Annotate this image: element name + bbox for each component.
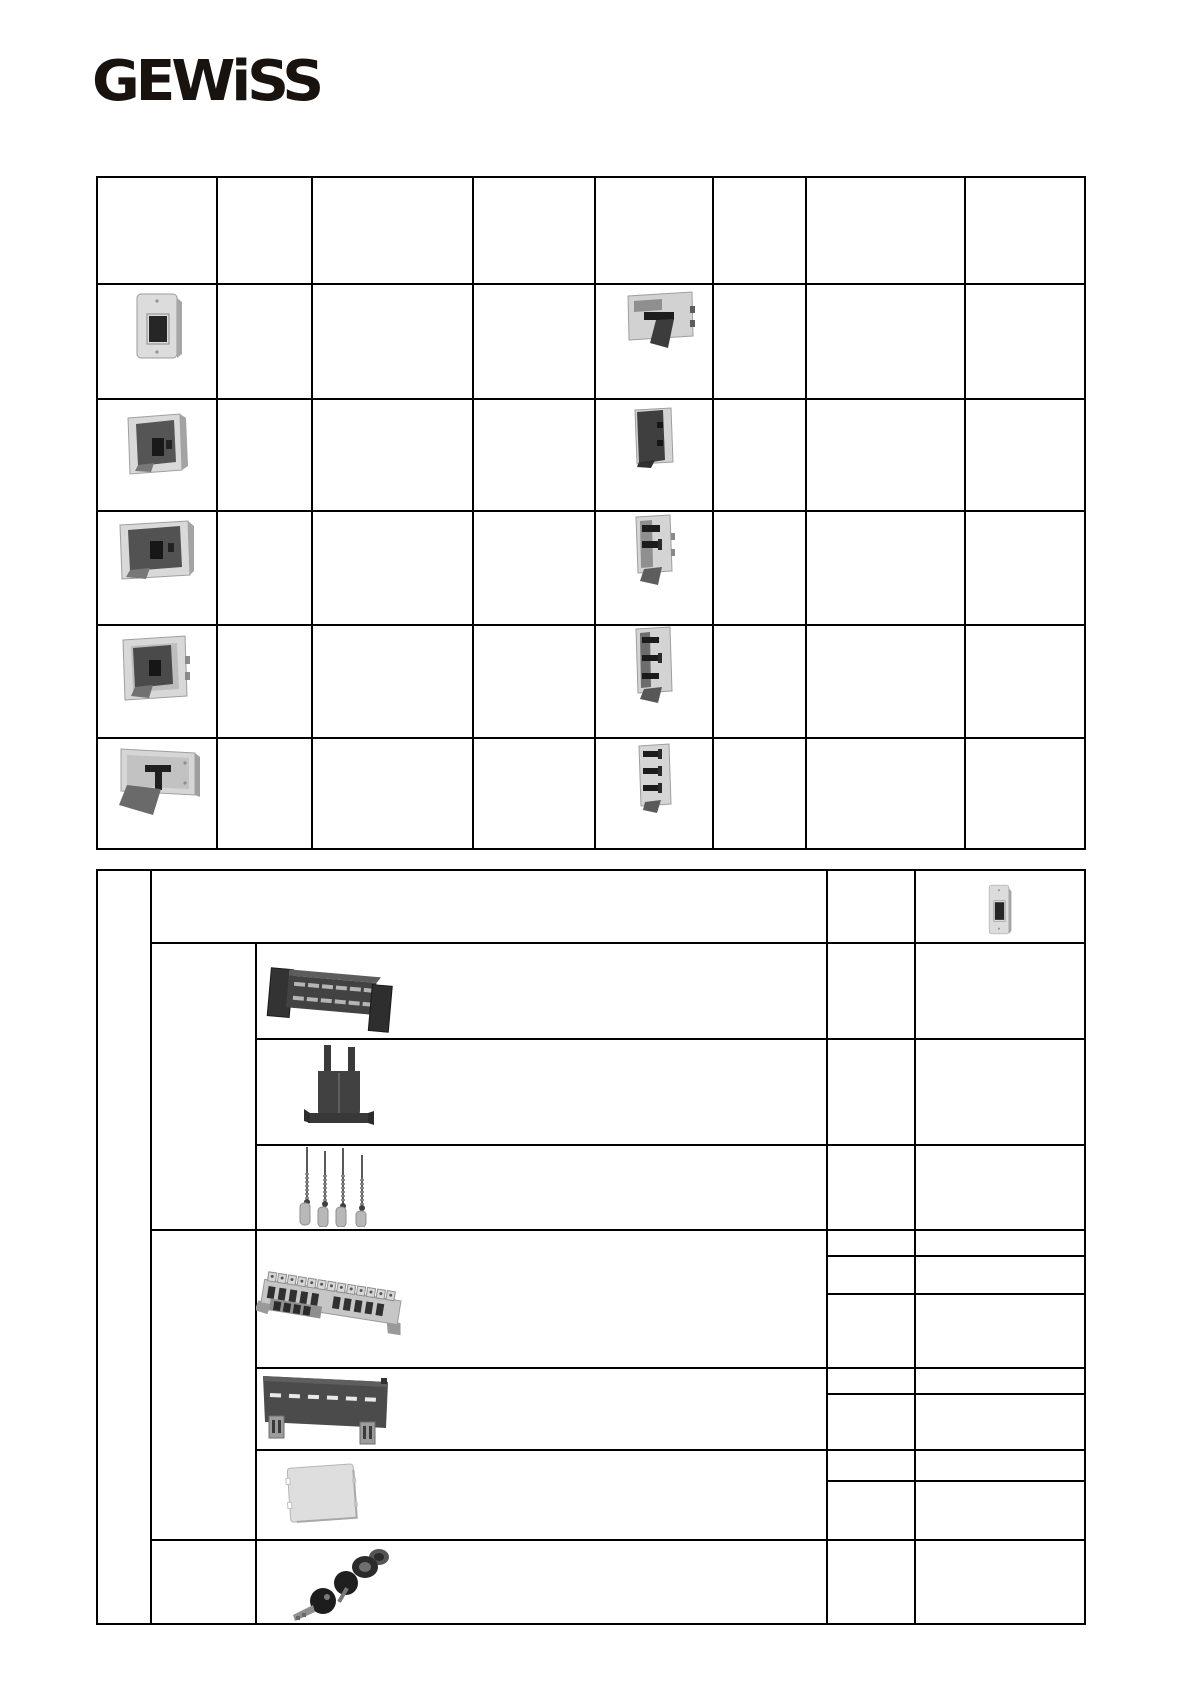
grid-line [150, 871, 152, 1623]
accessory-photo-terminal-strip [256, 1266, 406, 1351]
distribution-panel-vertical-image [629, 404, 678, 468]
grid-line [826, 871, 828, 1623]
product-photo-panel-horizontal [622, 288, 698, 354]
product-photo-flush-enclosure-small [133, 292, 185, 362]
distribution-panel-three-rails-vertical-image [633, 742, 677, 814]
product-photo-flush-enclosure-wide [116, 517, 198, 585]
grid-line [150, 1539, 1084, 1541]
busbar-support-image [263, 959, 398, 1037]
accessory-photo-enclosure-thumbnail [986, 883, 1013, 937]
accessory-photo-bracket [302, 1043, 376, 1133]
product-photo-panel-three-rails-vertical [633, 742, 677, 814]
grid-line [255, 1449, 1084, 1451]
product-photo-panel-vertical [629, 404, 678, 468]
flush-enclosure-widest-image [115, 745, 203, 819]
grid-line [98, 510, 1084, 512]
distribution-panel-three-rails-image [629, 625, 679, 704]
gewiss-logo-text: GEWiSS [92, 49, 321, 114]
grid-line [805, 178, 807, 848]
din-cover-panel-image [260, 1368, 392, 1446]
accessory-photo-screws [296, 1145, 374, 1227]
enclosure-selection-table [96, 176, 1086, 850]
grid-line [150, 942, 1084, 944]
flush-enclosure-wide-image [116, 517, 198, 585]
accessory-photo-blank-plate [281, 1456, 365, 1532]
flush-enclosure-thumbnail-image [986, 883, 1013, 937]
grid-line [826, 1480, 1084, 1482]
grid-line [826, 1255, 1084, 1257]
flush-enclosure-wider-image [119, 632, 197, 709]
grid-line [914, 871, 916, 1623]
distribution-panel-horizontal-image [622, 288, 698, 354]
accessory-photo-din-panel [260, 1368, 392, 1446]
terminal-block-strip-image [256, 1266, 406, 1351]
accessory-photo-lock-keys [291, 1543, 393, 1625]
gewiss-logo-graphic [92, 48, 324, 114]
grid-line [826, 1293, 1084, 1295]
flush-enclosure-square-image [124, 408, 190, 482]
accessories-table [96, 869, 1086, 1625]
grid-line [98, 624, 1084, 626]
accessory-photo-busbar-support [263, 959, 398, 1037]
gewiss-logo [92, 48, 324, 114]
grid-line [255, 1038, 1084, 1040]
grid-line [98, 737, 1084, 739]
blank-cover-plate-image [281, 1456, 365, 1532]
grid-line [98, 398, 1084, 400]
grid-line [98, 283, 1084, 285]
product-photo-flush-enclosure-square [124, 408, 190, 482]
lock-and-keys-image [291, 1543, 393, 1625]
product-photo-flush-enclosure-wider [119, 632, 197, 709]
product-photo-panel-three-rails [629, 625, 679, 704]
product-photo-panel-two-rails [628, 513, 679, 587]
distribution-panel-two-rails-image [628, 513, 679, 587]
grid-line [311, 178, 313, 848]
fixing-screws-image [296, 1145, 374, 1227]
product-photo-flush-enclosure-widest [115, 745, 203, 819]
grid-line [150, 1229, 1084, 1231]
grid-line [826, 1393, 1084, 1395]
grid-line [255, 1144, 1084, 1146]
flush-enclosure-small-image [133, 292, 185, 362]
grid-line [712, 178, 714, 848]
mounting-bracket-image [302, 1043, 376, 1133]
grid-line [472, 178, 474, 848]
grid-line [964, 178, 966, 848]
grid-line [216, 178, 218, 848]
grid-line [594, 178, 596, 848]
